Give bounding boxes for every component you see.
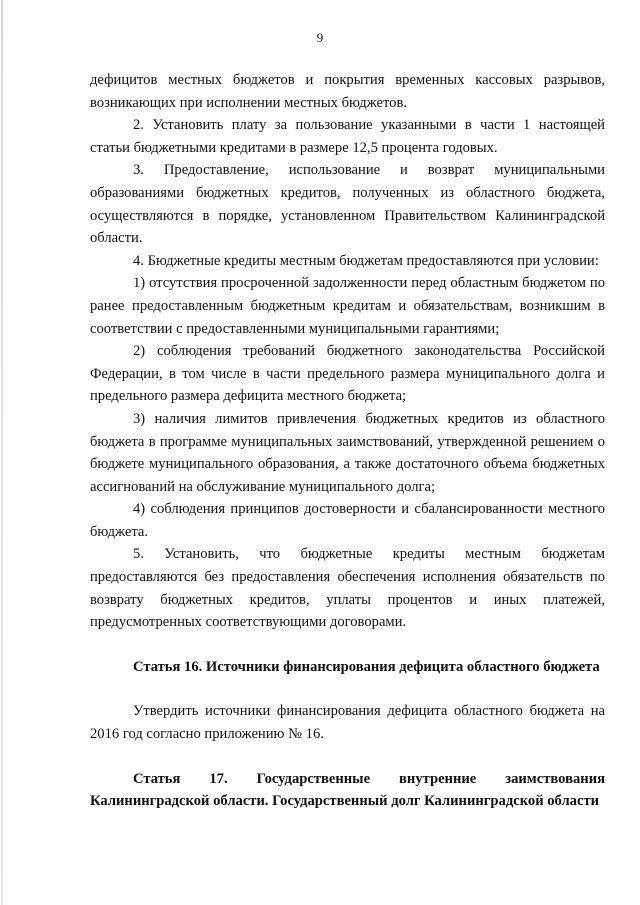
paragraph-item-4: 4. Бюджетные кредиты местным бюджетам предоставляются при условии: xyxy=(133,252,599,269)
paragraph-item-3: 3. Предоставление, использование и возврат муниципальными образованиями бюджетных кредитов, полученных из областного бюджета, осуществляются в порядке, установленном Правительством Калининградской области. xyxy=(90,162,605,247)
spacer xyxy=(90,634,605,656)
paragraph-subitem-2: 2) соблюдения требований бюджетного законодательства Российской Федерации, в том числе в части предельного размера муниципального долга и предельного размера дефицита местного бюджета; xyxy=(90,343,605,405)
paragraph-subitem-4: 4) соблюдения принципов достоверности и сбалансированности местного бюджета. xyxy=(90,501,605,540)
spacer xyxy=(90,678,605,700)
paragraph-subitem-1: 1) отсутствия просроченной задолженности перед областным бюджетом по ранее предоставленным бюджетным кредитам и обязательствам, возникшим в соответствии с предоставленными муниципальными гарантиями; xyxy=(90,275,605,337)
scan-edge xyxy=(1,0,3,905)
page-number: 9 xyxy=(316,30,324,45)
paragraph-subitem-3: 3) наличия лимитов привлечения бюджетных кредитов из областного бюджета в программе муниципальных заимствований, утвержденной решением о бюджете муниципального образования, а также достаточного объема бюджетных ассигнований на обслуживание муниципального долга; xyxy=(90,410,605,495)
document-body xyxy=(90,69,605,813)
article-16-text: Утвердить источники финансирования дефицита областного бюджета на 2016 год согласно приложению № 16. xyxy=(90,703,605,743)
article-16-heading: Статья 16. Источники финансирования дефицита областного бюджета xyxy=(133,658,600,675)
article-17-heading: Статья 17. Государственные внутренние заимствования Калининградской области. Государственный долг Калининградской области xyxy=(90,770,605,810)
spacer xyxy=(90,746,605,768)
paragraph-item-5: 5. Установить, что бюджетные кредиты местным бюджетам предоставляются без предоставления обеспечения исполнения обязательств по возврату бюджетных кредитов, уплаты процентов и иных платежей, предусмотренных соответствующими договорами. xyxy=(90,546,605,631)
paragraph-item-2: 2. Установить плату за пользование указанными в части 1 настоящей статьи бюджетными кредитами в размере 12,5 процента годовых. xyxy=(90,117,605,156)
paragraph-continuation: дефицитов местных бюджетов и покрытия временных кассовых разрывов, возникающих при исполнении местных бюджетов. xyxy=(90,72,605,111)
